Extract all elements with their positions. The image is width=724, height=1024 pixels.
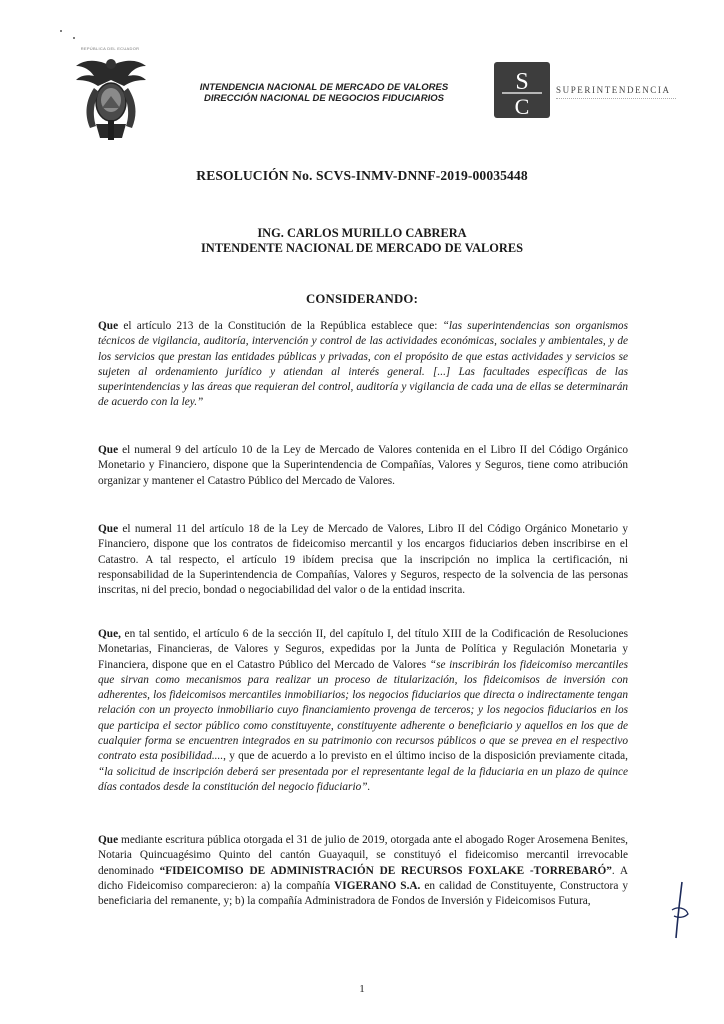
directorate-name: DIRECCIÓN NACIONAL DE NEGOCIOS FIDUCIARIOS	[204, 93, 444, 104]
agency-name: INTENDENCIA NACIONAL DE MERCADO DE VALORES	[199, 82, 449, 93]
paragraph-lead: Que,	[98, 628, 121, 640]
resolution-title: RESOLUCIÓN No. SCVS-INMV-DNNF-2019-00035448	[196, 168, 528, 183]
paragraph-text: en tal sentido, el artículo 6 de la sección II, del capítulo I, del título XIII de la Codificación de Resoluciones Monetarias, Financieras, de Valores y Seguros, expedidas por la Junta de Política y Regulación Monetaria y Financiera, dispone que en el Catastro Público del Mercado de Valores	[98, 628, 628, 671]
paragraph-lead: Que	[98, 320, 119, 332]
company-name: VIGERANO S.A.	[334, 879, 421, 892]
considerando-paragraph	[98, 319, 628, 411]
paragraph-lead: Que	[98, 444, 119, 456]
considerando-paragraph	[98, 833, 628, 909]
paragraph-lead: Que	[98, 523, 119, 535]
paragraph-text: el numeral 11 del artículo 18 de la Ley de Mercado de Valores, Libro II del Código Orgánico Monetario y Financiero, dispone que los contratos de fideicomiso mercantil y los encargos fiduciarios deben inscribirse en el Catastro. A tal respecto, el artículo 19 ibídem precisa que la inscripción no implica la certificación, ni responsabilidad de la Superintendencia de Compañías, Valores y Seguros, respecto de la solvencia de las personas inscritas, ni del precio, bondad o negociabilidad del valor o de la entidad inscrita.	[98, 523, 628, 597]
trust-name: “FIDEICOMISO DE ADMINISTRACIÓN DE RECURSOS FOXLAKE -TORREBARÓ”	[159, 864, 612, 877]
superintendencia-logo-icon	[494, 62, 550, 118]
considerando-paragraph	[98, 443, 628, 489]
paragraph-quote: “se inscribirán los fideicomiso mercantiles que sirvan como mecanismos para realizar un proceso de titularización, los fideicomisos de inversión con adherentes, los fideicomisos mercantiles inmobiliarios; los negocios fiduciarios que directa o indirectamente tengan relación con un proyecto inmobiliario cuyo financiamiento provenga de terceros; y los negocios fiduciarios en los que participa el sector público como constituyente, constituyente adherente o beneficiario y aquellos en los que de cualquier forma se encuentren integrados en su patrimonio con recursos públicos o que se prevea en el respectivo contrato esta posibilidad....	[98, 658, 628, 763]
paragraph-text: el artículo 213 de la Constitución de la República establece que:	[118, 320, 443, 332]
paragraph-quote: “las superintendencias son organismos técnicos de vigilancia, auditoría, intervención y control de las actividades económicas, sociales y ambientales, y de los servicios que prestan las entidades públicas y privadas, con el propósito de que estas actividades y servicios se sujeten al ordenamiento jurídico y atiendan al interés general. [...] Las facultades específicas de las superintendencias y las áreas que requieran del control, auditoría y vigilancia de cada una de ellas se determinarán de acuerdo con la ley.”	[98, 320, 628, 409]
seal-caption: REPÚBLICA DEL ECUADOR	[80, 46, 140, 51]
logo-initial-s: S	[515, 69, 529, 95]
handwritten-initial-icon	[668, 880, 692, 940]
logo-wordmark: SUPERINTENDENCIA	[556, 85, 671, 95]
paragraph-lead: Que	[98, 834, 119, 846]
scan-speck	[60, 30, 62, 32]
section-heading: CONSIDERANDO:	[305, 292, 419, 306]
paragraph-text: en calidad de Constituyente, Constructora y beneficiaria del remanente, y; b) la compañía Administradora de Fondos de Inversión y Fideicomisos Futura,	[98, 879, 628, 908]
paragraph-text: , y que de acuerdo a lo previsto en el último inciso de la disposición previamente citada,	[223, 750, 628, 763]
logo-initial-c: C	[514, 94, 530, 118]
coat-of-arms-icon	[72, 52, 150, 144]
official-block	[0, 226, 724, 256]
logo-underline	[556, 98, 676, 102]
paragraph-quote: “la solicitud de inscripción deberá ser presentada por el representante legal de la fiduciaria en un plazo de quince días contados desde la constitución del negocio fiduciario”.	[98, 765, 628, 793]
scan-speck	[73, 37, 75, 39]
official-name: ING. CARLOS MURILLO CABRERA	[257, 226, 467, 240]
official-position: INTENDENTE NACIONAL DE MERCADO DE VALORES	[200, 241, 524, 255]
page-number: 1	[359, 983, 365, 995]
considerando-paragraph	[98, 627, 628, 795]
agency-heading	[174, 82, 474, 104]
paragraph-text: mediante escritura pública otorgada el 31 de julio de 2019, otorgada ante el abogado Roger Arosemena Benites, Notaria Quincuagésimo Quinto del cantón Guayaquil, se constituyó el fideicomiso mercantil irrevocable denominado	[98, 834, 628, 877]
paragraph-text: el numeral 9 del artículo 10 de la Ley de Mercado de Valores contenida en el Libro II del Código Orgánico Monetario y Financiero, dispone que la Superintendencia de Compañías, Valores y Seguros, tiene como atribución organizar y mantener el Catastro Público del Mercado de Valores.	[98, 444, 628, 487]
paragraph-text: . A dicho Fideicomiso comparecieron: a) la compañía	[98, 864, 629, 892]
considerando-paragraph	[98, 522, 628, 598]
